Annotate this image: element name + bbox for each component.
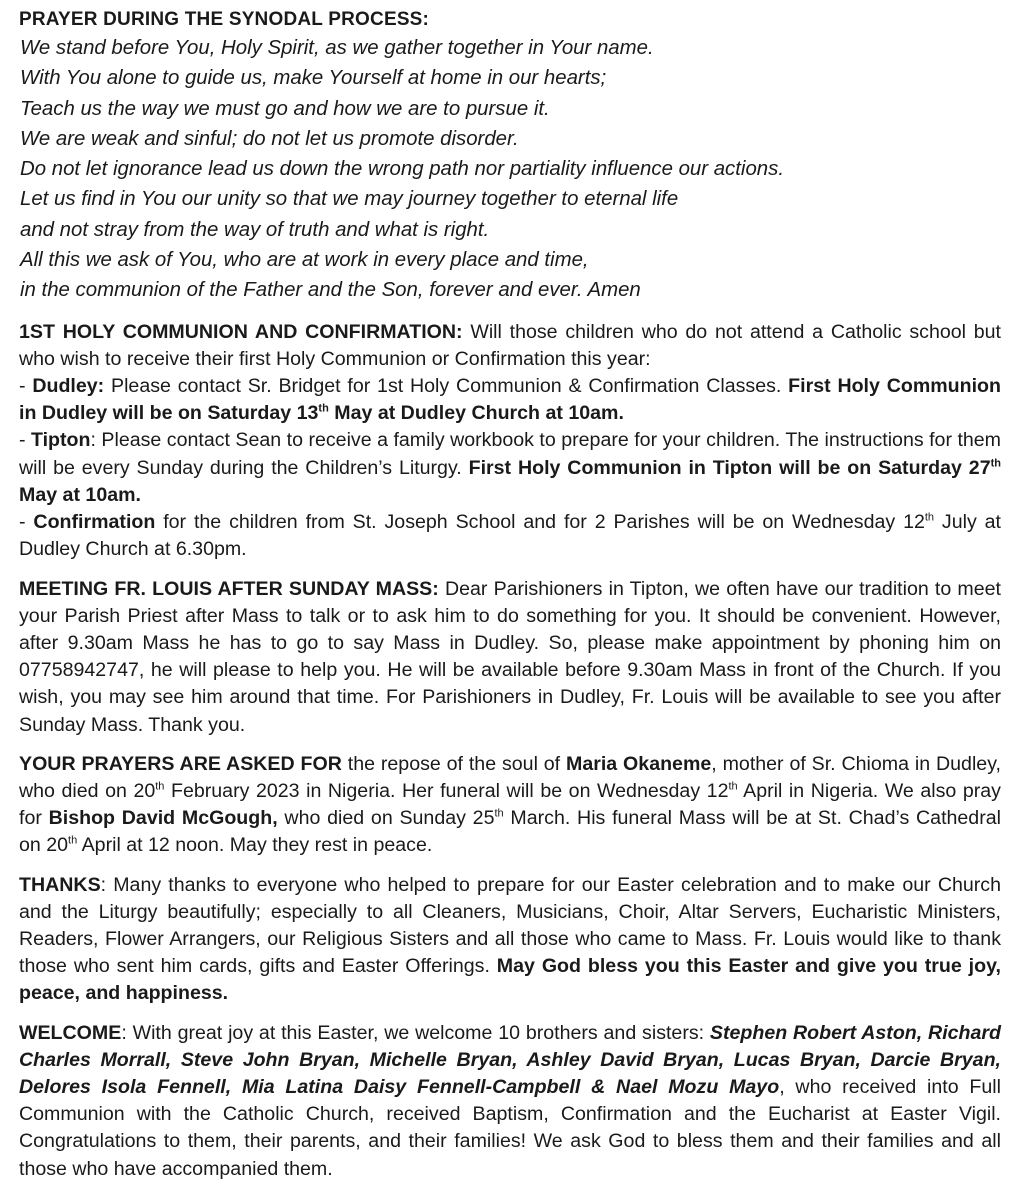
welcome-text-b: , who received into Full Communion with the Catholic Church, received Baptism, Confirmation and the Eucharist at Easter Vigil. Congratulations to them, their parents, and their families! We ask God to bless them and their families and all those who have accompanied them. bbox=[19, 1075, 1001, 1180]
welcome-section bbox=[19, 1020, 1001, 1183]
communion-tipton bbox=[19, 427, 1001, 509]
communion-intro-text: Will those children who do not attend a Catholic school but who wish to receive their first Holy Communion or Confirmation this year: bbox=[19, 320, 1002, 370]
thanks-heading: THANKS bbox=[19, 873, 101, 896]
prayers-asked-paragraph bbox=[19, 751, 1001, 860]
tipton-date-a: First Holy Communion in Tipton will be on Saturday 27 bbox=[468, 456, 991, 479]
tipton-date-sup: th bbox=[990, 457, 1001, 470]
meeting-paragraph bbox=[19, 576, 1001, 739]
prayers-asked-heading: YOUR PRAYERS ARE ASKED FOR bbox=[19, 752, 342, 775]
prayers-text-b: , mother of Sr. Chioma in Dudley, who died on 20 bbox=[19, 752, 1001, 802]
prayer-line: Teach us the way we must go and how we are to pursue it. bbox=[20, 97, 550, 120]
prayers-sup-e: th bbox=[494, 807, 504, 820]
prayers-text-a: the repose of the soul of bbox=[341, 752, 566, 775]
prayers-text-e: who died on Sunday 25 bbox=[277, 807, 495, 830]
prayer-line: We are weak and sinful; do not let us promote disorder. bbox=[20, 127, 519, 150]
dudley-text: Please contact Sr. Bridget for 1st Holy Communion & Confirmation Classes. bbox=[104, 375, 789, 398]
thanks-paragraph bbox=[19, 872, 1001, 1008]
meeting-section bbox=[19, 576, 1001, 739]
prayers-text-g: April at 12 noon. May they rest in peace. bbox=[77, 834, 433, 857]
confirmation-sup: th bbox=[924, 511, 935, 524]
prayers-sup-f: th bbox=[68, 834, 78, 847]
thanks-section bbox=[19, 872, 1001, 1008]
thanks-blessing: May God bless you this Easter and give you true joy, peace, and happiness. bbox=[19, 955, 1001, 1005]
dudley-date-a: First Holy Communion in Dudley will be on Saturday 13 bbox=[19, 375, 1001, 425]
prayers-name-a: Maria Okaneme bbox=[566, 752, 712, 775]
communion-confirmation bbox=[19, 509, 1001, 563]
prayers-name-b: Bishop David McGough, bbox=[48, 807, 278, 830]
dudley-prefix: - bbox=[19, 375, 33, 398]
prayer-line: and not stray from the way of truth and what is right. bbox=[20, 218, 490, 241]
dudley-date-sup: th bbox=[318, 402, 329, 415]
prayer-line: With You alone to guide us, make Yourself at home in our hearts; bbox=[20, 67, 607, 90]
thanks-text: : Many thanks to everyone who helped to prepare for our Easter celebration and to make our Church and the Liturgy beautifully; especially to all Cleaners, Musicians, Choir, Altar Servers, Eucharistic Ministers, Readers, Flower Arrangers, our Religious Sisters and all those who came to Mass. Fr. Louis would like to thank those who sent him cards, gifts and Easter Offerings. bbox=[19, 873, 1001, 978]
prayer-title: PRAYER DURING THE SYNODAL PROCESS: bbox=[19, 9, 430, 30]
tipton-date-b: May at 10am. bbox=[19, 483, 141, 506]
prayer-line: Let us find in You our unity so that we may journey together to eternal life bbox=[20, 188, 679, 211]
welcome-text-a: : With great joy at this Easter, we welcome 10 brothers and sisters: bbox=[121, 1021, 710, 1044]
communion-section bbox=[19, 319, 1001, 564]
meeting-text: Dear Parishioners in Tipton, we often have our tradition to meet your Parish Priest after Mass to talk or to ask him to do something for you. It should be convenient. However, after 9.30am Mass he has to go to say Mass in Dudley. So, please make appointment by phoning him on 07758942747, he will please to help you. He will be available before 9.30am Mass in front of the Church. If you wish, you may see him around that time. For Parishioners in Dudley, Fr. Louis will be available to see you after Sunday Mass. Thank you. bbox=[19, 577, 1001, 736]
prayer-line: Do not let ignorance lead us down the wrong path nor partiality influence our actions. bbox=[20, 158, 784, 181]
confirmation-text-a: for the children from St. Joseph School and for 2 Parishes will be on Wednesday 12 bbox=[155, 511, 925, 534]
prayers-text-d: April in Nigeria. We also pray for bbox=[19, 779, 1001, 830]
prayer-section bbox=[19, 8, 1001, 306]
tipton-text: : Please contact Sean to receive a family workbook to prepare for your children. The instructions for them will be every Sunday during the Children’s Liturgy. bbox=[19, 429, 1002, 479]
dudley-label: Dudley: bbox=[32, 375, 105, 398]
welcome-names: Stephen Robert Aston, Richard Charles Morrall, Steve John Bryan, Michelle Bryan, Ashley David Bryan, Lucas Bryan, Darcie Bryan, Delores Isola Fennell, Mia Latina Daisy Fennell-Campbell & Nael Mozu Mayo bbox=[19, 1021, 1001, 1098]
confirmation-prefix: - bbox=[19, 511, 34, 534]
meeting-heading: MEETING FR. LOUIS AFTER SUNDAY MASS: bbox=[19, 577, 439, 600]
communion-dudley bbox=[19, 373, 1001, 427]
prayers-text-f: March. His funeral Mass will be at St. Chad’s Cathedral on 20 bbox=[19, 807, 1001, 857]
prayer-lines bbox=[19, 33, 1001, 306]
prayers-sup-b: th bbox=[155, 780, 165, 793]
prayer-line: We stand before You, Holy Spirit, as we gather together in Your name. bbox=[20, 37, 654, 59]
prayer-line: All this we ask of You, who are at work in every place and time, bbox=[20, 249, 589, 272]
prayers-text-c: February 2023 in Nigeria. Her funeral will be on Wednesday 12 bbox=[164, 779, 729, 802]
welcome-paragraph bbox=[19, 1020, 1001, 1183]
dudley-date-b: May at Dudley Church at 10am. bbox=[328, 402, 624, 425]
tipton-label: Tipton bbox=[31, 429, 91, 452]
prayers-asked-section bbox=[19, 751, 1001, 860]
prayers-sup-c: th bbox=[728, 780, 738, 793]
confirmation-text-b: July at Dudley Church at 6.30pm. bbox=[19, 511, 1002, 561]
prayer-line: in the communion of the Father and the Son, forever and ever. Amen bbox=[20, 279, 641, 302]
welcome-heading: WELCOME bbox=[19, 1021, 122, 1044]
confirmation-label: Confirmation bbox=[33, 511, 156, 534]
communion-intro bbox=[19, 319, 1001, 373]
communion-heading: 1ST HOLY COMMUNION AND CONFIRMATION: bbox=[19, 320, 463, 343]
tipton-prefix: - bbox=[19, 429, 31, 452]
